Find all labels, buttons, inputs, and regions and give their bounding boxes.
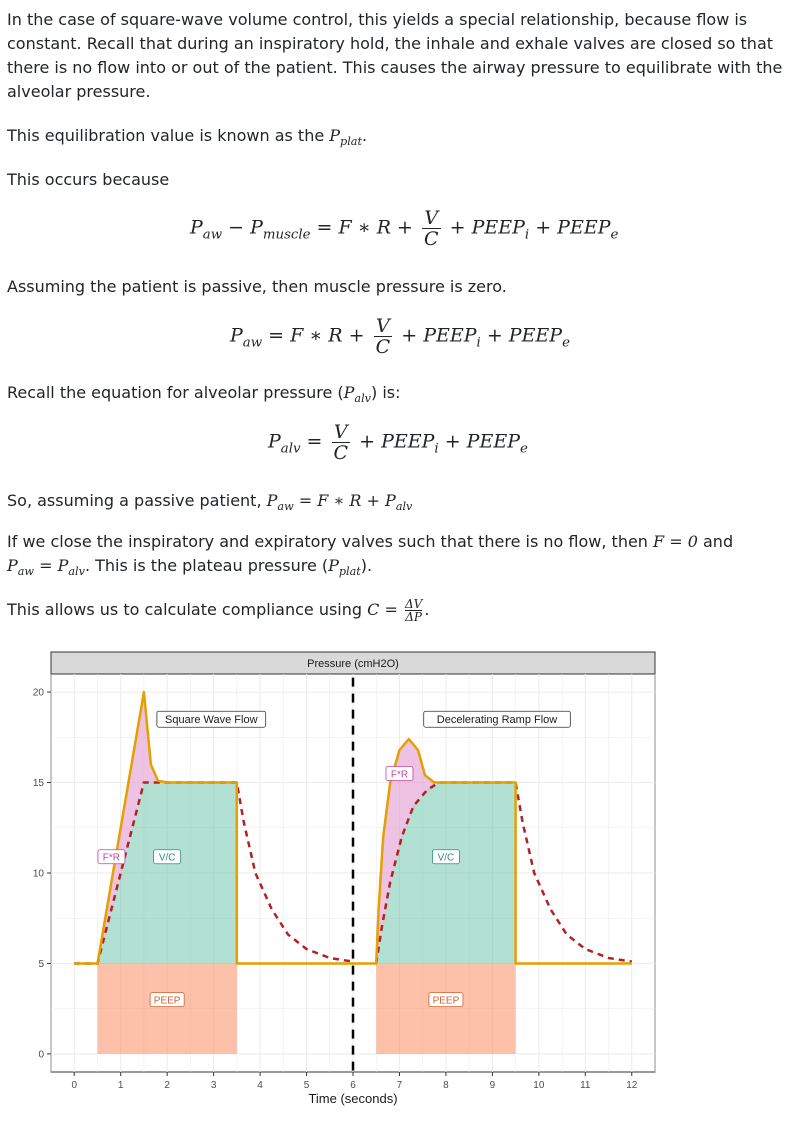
- y-tick-label: 0: [38, 1049, 44, 1061]
- region-label: V/C: [158, 852, 176, 864]
- math-paw-eq: $P_{aw} = F$ ∗ $R + P_{alv}$: [266, 491, 413, 514]
- math-p-plat: $P_{plat}$: [329, 126, 362, 149]
- math-compliance: C = $\frac{\Delta V}{\Delta P}$: [367, 597, 423, 624]
- x-tick-label: 5: [303, 1080, 310, 1091]
- y-tick-label: 20: [32, 687, 44, 699]
- peep-region: [376, 963, 515, 1053]
- x-axis-title: Time (seconds): [308, 1091, 398, 1106]
- region-label: PEEP: [153, 995, 181, 1007]
- math-p-alv: $P_{alv}$: [343, 383, 371, 406]
- equation-airway-muscle: $P_{aw} - P_{muscle} = F$ ∗ R + $\frac{V}{C}$ + $PEEP_i$ + $PEEP_e$: [190, 207, 619, 250]
- period: .: [361, 126, 368, 145]
- panel-title: Decelerating Ramp Flow: [436, 714, 558, 727]
- y-tick-label: 15: [32, 778, 44, 790]
- paragraph-intro: In the case of square-wave volume control, this yields a special relationship, because flow is constant. Recall that during an inspiratory hold, the inhale and exhale valves are closed so that there is no flow into or out of the patient. This causes the airway pressure to equilibrate with the alveolar pressure.: [7, 10, 783, 101]
- x-tick-label: 6: [350, 1080, 356, 1091]
- x-tick-label: 7: [396, 1080, 403, 1091]
- y-tick-label: 5: [38, 958, 44, 970]
- x-tick-label: 2: [164, 1080, 170, 1091]
- paragraph-alveolar: Recall the equation for alveolar pressure $(P_{alv})$ is:: [7, 383, 401, 406]
- x-tick-label: 4: [257, 1080, 263, 1091]
- paragraph-compliance: This allows us to calculate compliance using C = $\frac{\Delta V}{\Delta P}$ .: [7, 597, 430, 624]
- region-label: V/C: [437, 852, 455, 864]
- paragraph-valves: If we close the inspiratory and expiratory valves such that there is no flow, then F = 0 and $P_{aw} = P_{alv}$. This is the plateau pressure $(P_{plat})$.: [7, 532, 734, 579]
- math-p-plat-2: $P_{plat}$: [328, 556, 361, 579]
- x-tick-label: 3: [210, 1080, 217, 1091]
- x-tick-label: 0: [71, 1080, 78, 1091]
- region-label: PEEP: [432, 995, 460, 1007]
- paragraph-plat: [7, 124, 367, 154]
- x-tick-label: 1: [117, 1080, 124, 1091]
- math-paw-palv: $P_{aw} = P_{alv}$: [7, 556, 85, 579]
- y-tick-label: 10: [32, 868, 44, 880]
- x-tick-label: 10: [533, 1080, 545, 1091]
- equation-alveolar: $P_{alv}$ = $\frac{V}{C}$ + $PEEP_i$ + $PEEP_e$: [268, 421, 528, 464]
- facet-title: Pressure (cmH2O): [307, 658, 399, 670]
- x-tick-label: 9: [489, 1080, 496, 1091]
- region-label: F*R: [390, 769, 409, 781]
- math-f-zero: F = 0: [653, 532, 698, 551]
- x-tick-label: 11: [580, 1080, 591, 1091]
- paragraph-passive: Assuming the patient is passive, then muscle pressure is zero.: [7, 277, 507, 296]
- plat-intro-text: This equilibration value is known as the: [7, 126, 325, 145]
- x-tick-label: 8: [443, 1080, 449, 1091]
- paragraph-occurs: This occurs because: [7, 170, 170, 189]
- equation-airway: $P_{aw} = F$ ∗ R + $\frac{V}{C}$ + $PEEP_i$ + $PEEP_e$: [230, 315, 570, 358]
- pressure-chart: [0, 648, 794, 1122]
- x-tick-label: 12: [626, 1080, 638, 1091]
- region-label: F*R: [102, 852, 121, 864]
- peep-region: [97, 963, 236, 1053]
- panel-title: Square Wave Flow: [165, 714, 258, 727]
- paragraph-passive-patient: So, assuming a passive patient, $P_{aw} = F$ ∗ $R + P_{alv}$: [7, 491, 413, 514]
